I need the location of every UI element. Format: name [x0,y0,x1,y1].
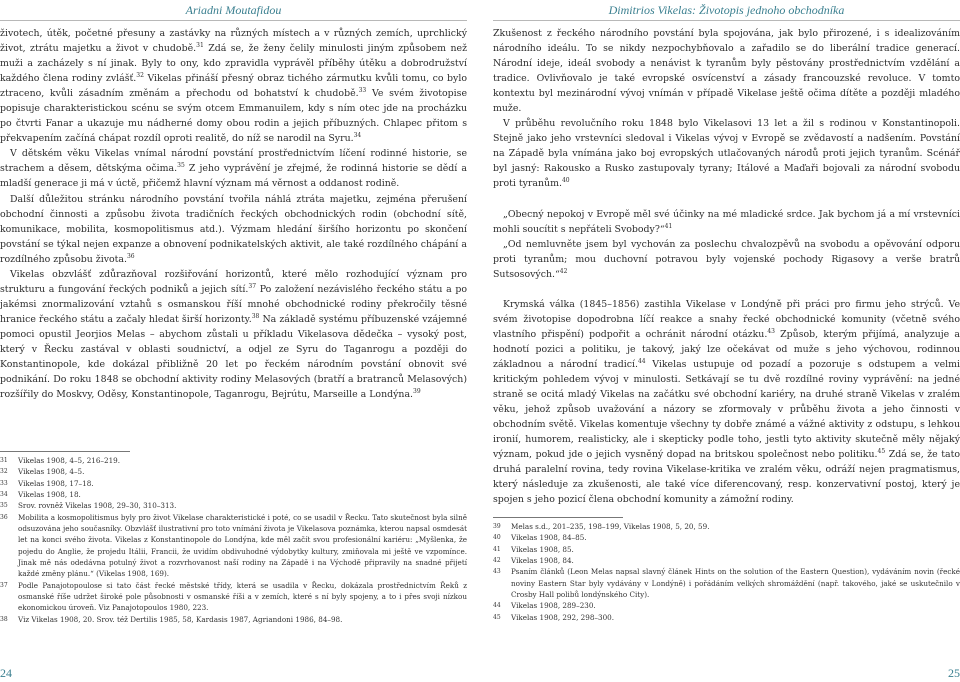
footnote-ref[interactable]: 32 [136,72,144,80]
paragraph: Zkušenost z řeckého národního povstání byla spojována, jak bylo přirozené, i s idealizováním národního ideálu. To se nikdy nezpochybňovalo a zařadilo se do liberální tradice generací. Národní ideje, ideál svobody a nenávist k tyranům byly pěstovány prostřednictvím vzdělání a tradice. Ovlivňovalo je také evropské osvícenství a zásady francouzské revoluce. V tomto kontextu byl mezinárodní vývoj vnímán v případě Vikelase ještě očima dítěte a později mladého muže. [493,28,960,115]
right-page [493,0,960,682]
header-rule [0,20,467,21]
footnote: 39 Melas s.d., 201–235, 198–199, Vikelas 1908, 5, 20, 59. [493,522,710,531]
footnote-ref[interactable]: 41 [664,222,673,230]
running-head: Dimitrios Vikelas: Životopis jednoho obchodníka [608,3,845,17]
footnote: 31 Vikelas 1908, 4–5, 216–219. [0,456,121,465]
footnote: 43 Psaním článků (Leon Melas napsal slavný článek Hints on the solution of the Eastern Question), vydáváním novin (řecké noviny Eastern Star byly vydávány v Londýně) i pořádáním velkých shromáždění (např. takového, jaké se uskutečnilo v Crosby Hall polibů londýnského City). [493,567,960,600]
running-head: Ariadni Moutafidou [185,3,282,17]
footnote: 32 Vikelas 1908, 4–5. [0,467,85,477]
footnote-ref[interactable]: 42 [559,267,568,275]
page-number: 24 [0,666,12,680]
footnote-ref[interactable]: 37 [248,282,257,290]
footnote-rule [0,451,130,452]
footnote: 42 Vikelas 1908, 84. [493,556,574,566]
footnote: 37 Podle Panajotopoulose si tato část řecké městské třídy, která se usadila v Řecku, dokázala prostřednictvím Řeků z osmanské říše udržet široké pole působnosti v osmanské říši a v zemích, které s ní byly spojeny, a to i přes svoji nízkou ekonomickou úroveň. Viz Panajotopoulos 1980, 223. [0,580,467,613]
body-text [493,26,960,507]
footnote-ref[interactable]: 35 [177,162,185,170]
left-page [0,0,467,682]
page-number: 25 [948,666,960,680]
footnote-rule [493,517,623,518]
quote-paragraph: „Obecný nepokoj v Evropě měl své účinky na mé mladické srdce. Jak bychom já a mí vrstevníci mohli soucítit s nepřáteli Svobody?“$^{41}$ [493,208,960,235]
paragraph: Další důležitou stránku národního povstání tvořila náhlá ztráta majetku, zejména přerušení obchodní činnosti a způsobu života tradičních řeckých obchodnických rodin (obchodní sítě, komunikace, mobilita, kosmopolitismus atd.). Výzmam hledání širšího horizontu po skončení povstání se týkal nejen expanze a obnovení podnikatelských aktivit, ale také rozdílného chápání a rozdílného způsobu života.$^{36}$ [0,193,467,265]
footnote: 41 Vikelas 1908, 85. [493,544,574,554]
paragraph: Krymská válka (1845–1856) zastihla Vikelase v Londýně při práci pro firmu jeho strýců. Ve svém životopise dopodrobna líčí reakce a snahy řecké obchodnické komunity (včetně svého vlastního přispění) podpořit a ochránit národní otázku.$^{43}$ Způsob, kterým přijímá, analyzuje a hodnotí pozici a politiku, je takový, jaký lze očekávat od muže s jeho výchovou, rodinnou základnou a národní tradicí.$^{44}$ Vikelas ustupuje od pozadí a pozoruje s odstupem a velmi kritickým pohledem vývoj v minulosti. Setkávají se tu dvě rozdílné roviny vyprávění: na jedné straně se ocitá mladý Vikelas na začátku své obchodní kariéry, na druhé straně Vikelas v zralém věku, jehož způsob uvažování a názory se zformovaly v průběhu života a jeho činnosti v obchodním světě. Vikelas komentuje všechny ty dobře známé a vážné aktivity z odstupu, s lehkou ironií, humorem, realisticky, ale i skepticky podle toho, jestli tyto aktivity skutečně měly nějaký význam, pokud jde o jejich vysněný dopad na britskou společnost nebo politiku.$^{45}$ Zdá se, že tato druhá paralelní rovina, tedy rovina Vikelase-kritika ve zralém věku, odráží nejen pragmatismus, který následuje za zkušenosti, ale také více diferencovaný, resp. konzervativní postoj, který je spojen s jeho pozicí člena obchodní komunity a zámožní rodiny. [493,298,960,506]
footnote-ref[interactable]: 34 [353,132,362,140]
footnote: 34 Vikelas 1908, 18. [0,490,81,500]
footnote-ref[interactable]: 36 [126,252,135,260]
header-rule [493,20,960,21]
paragraph: životech, útěk, početné přesuny a zastávky na různých místech a v různých zemích, uprchlický život, ztrátu majetku a život v chudobě.$^{31}$ Zdá se, že ženy čelily minulosti jiným způsobem než muži a zacházely s ní jinak. Byly to ony, kdo zpravidla vyprávěl příběhy útěku a dobrodružství každého člena rodiny zvlášť.$^{32}$ Vikelas přináší přesný obraz tichého zármutku kvůli tomu, co bylo ztraceno, kvůli zásadním změnám a přechodu od bohatství k chudobě.$^{33}$ Ve svém životopise popisuje charakteristickou scénu se svým otcem Emmanuilem, kdy s ním otec jde na procházku po čtvrti Fanar a ukazuje mu nádherné domy obou rodin a jejich příbuzných. Chlapec přitom s překvapením začíná chápat rozdíl oproti realitě, do níž se narodil na Syru.$^{34}$ [0,28,468,145]
footnote-ref[interactable]: 43 [767,327,775,335]
footnotes [493,521,960,623]
footnote: 44 Vikelas 1908, 289–230. [493,601,596,611]
footnote-ref[interactable]: 40 [561,177,570,185]
body-text [0,26,467,402]
footnote: 40 Vikelas 1908, 84–85. [493,533,587,543]
paragraph: Vikelas obzvlášť zdůrazňoval rozšiřování horizontů, které mělo rozhodující význam pro strukturu a fungování řeckých podniků a jejich sítí.$^{37}$ Po založení nezávislého řeckého státu a po jakémsi znormalizování vztahů s osmanskou říší mnohé obchodnické rodiny překročily těsné hranice řeckého státu a začaly hledat širší horizonty.$^{38}$ Na základě systému příbuzenské vzájemné pomoci opustil Jeorjios Melas – abychom zůstali u příkladu Vikelasova dědečka – vysoký post, který v Řecku zastával v oblasti soudnictví, a odjel ze Syru do Taganrogu a později do Konstantinopole, kde dokázal přibližně 20 let po řeckém národním povstání obnovit své podnikání. Do roku 1848 se obchodní aktivity rodiny Melasových (bratří a bratranců Melasových) rozšířily do Moskvy, Oděsy, Konstantinopole, Taganrogu, Bejrútu, Marseille a Londýna.$^{39}$ [0,268,468,401]
footnote-ref[interactable]: 33 [358,87,367,95]
footnotes [0,455,467,625]
quote-paragraph: „Od nemluvněte jsem byl vychován za poslechu chvalozpěvů na svobodu a opěvování odporu proti tyranům; mou duchovní potravou byly vojenské pochody Rigasovy a verše bratrů Sutsosových.“$^{42}$ [493,238,960,280]
footnote-ref[interactable]: 39 [413,388,421,396]
footnote-ref[interactable]: 38 [251,312,260,320]
paragraph: V průběhu revolučního roku 1848 bylo Vikelasovi 13 let a žil s rodinou v Konstantinopoli. Stejně jako jeho vrstevníci sledoval i Vikelas vývoj v Evropě se zvědavostí a nadšením. Povstání na Západě byla vnímána jako boj evropských utlačovaných národů proti jejich tyranům. Scénář byl jasný: Rakousko a Rusko zastupovaly tyrany; Itálové a Maďaři bojovali za národní svobodu proti tyranům.$^{40}$ [493,118,960,190]
footnote: 35 Srov. rovněž Vikelas 1908, 29–30, 310–313. [0,501,177,511]
footnote-ref[interactable]: 31 [196,42,204,50]
paragraph: V dětském věku Vikelas vnímal národní povstání prostřednictvím líčení rodinné historie, se strachem a děsem, dětskýma očima.$^{35}$ Z jeho vyprávění je zřejmé, že rodinná historie se dědí a mladší generace ji má v úctě, přičemž hlavní význam má věrnost a oddanost rodině. [0,148,468,190]
footnote: 45 Vikelas 1908, 292, 298–300. [493,612,614,622]
footnote: 38 Viz Vikelas 1908, 20. Srov. též Dertilis 1985, 58, Kardasis 1987, Agriandoni 1986, 84–98. [0,614,343,624]
footnote-ref[interactable]: 44 [637,357,646,365]
footnote: 33 Vikelas 1908, 17–18. [0,478,94,488]
footnote: 36 Mobilita a kosmopolitismus byly pro život Vikelase charakteristické i poté, co se usadil v Řecku. Tato skutečnost byla silně odsuzována jeho současníky. Obzvlášť ilustrativní pro toto vnímání života je Vikelasova poznámka, kterou napsal osmdesát let na konci svého života. Vikelas z Konstantinopole do Londýna, kde měl začít svou profesionální kariéru: „Myšlenka, že pojedu do Anglie, že projedu Itálii, Francii, že uvidím obdivuhodné výdobytky kultury, zmiňovala mi ještě ve vzpomínce. Jinak mě nás odedávna potulný život a rozvrhovanost naší rodiny na Západě i na Východě připravily na snadné přijetí každé změny plánu.“ (Vikelas 1908, 169). [0,512,467,579]
footnote-ref[interactable]: 45 [877,448,886,456]
